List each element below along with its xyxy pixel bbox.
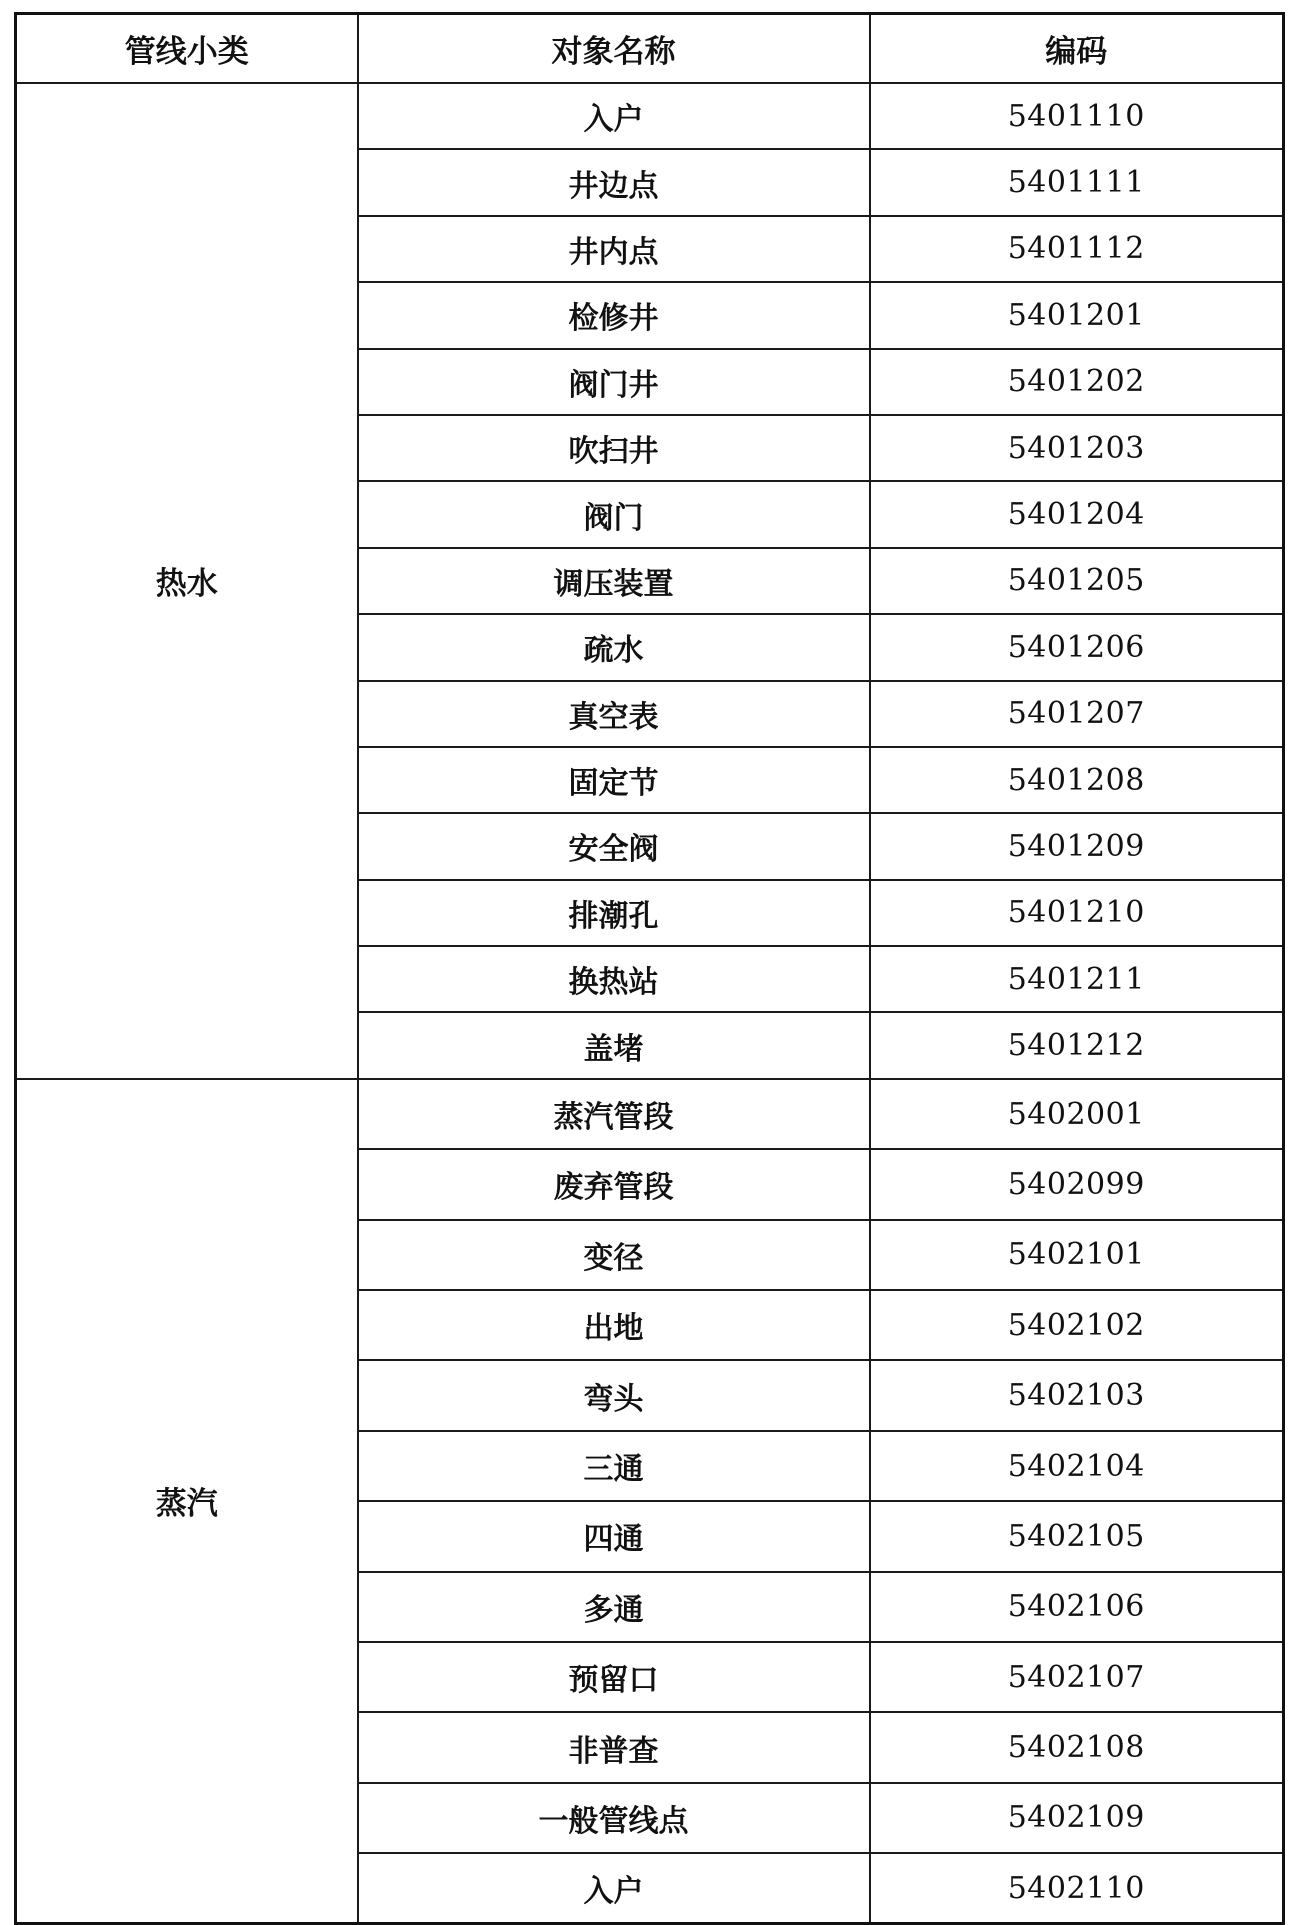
code-cell: 5402099 <box>870 1149 1284 1219</box>
header-row <box>16 14 1284 84</box>
object-name-cell: 吹扫井 <box>358 415 870 481</box>
code-cell: 5402001 <box>870 1079 1284 1149</box>
object-name-cell: 安全阀 <box>358 813 870 879</box>
code-cell: 5401204 <box>870 481 1284 547</box>
object-name-cell: 排潮孔 <box>358 880 870 946</box>
code-cell: 5401209 <box>870 813 1284 879</box>
header-category: 管线小类 <box>16 14 358 84</box>
code-cell: 5401203 <box>870 415 1284 481</box>
object-name-cell: 盖堵 <box>358 1012 870 1078</box>
header-code: 编码 <box>870 14 1284 84</box>
object-name-cell: 蒸汽管段 <box>358 1079 870 1149</box>
code-cell: 5401211 <box>870 946 1284 1012</box>
category-cell: 热水 <box>16 83 358 1079</box>
object-name-cell: 三通 <box>358 1431 870 1501</box>
object-name-cell: 井边点 <box>358 149 870 215</box>
code-cell: 5402102 <box>870 1290 1284 1360</box>
code-cell: 5401112 <box>870 216 1284 282</box>
object-name-cell: 真空表 <box>358 681 870 747</box>
object-name-cell: 疏水 <box>358 614 870 680</box>
code-cell: 5402110 <box>870 1853 1284 1923</box>
code-cell: 5401212 <box>870 1012 1284 1078</box>
pipeline-code-table <box>14 12 1285 1925</box>
code-cell: 5401205 <box>870 548 1284 614</box>
object-name-cell: 阀门井 <box>358 349 870 415</box>
object-name-cell: 多通 <box>358 1572 870 1642</box>
object-name-cell: 调压装置 <box>358 548 870 614</box>
header-object-name: 对象名称 <box>358 14 870 84</box>
object-name-cell: 井内点 <box>358 216 870 282</box>
code-cell: 5401208 <box>870 747 1284 813</box>
code-cell: 5402104 <box>870 1431 1284 1501</box>
category-group <box>16 83 1284 1079</box>
object-name-cell: 变径 <box>358 1220 870 1290</box>
table-row <box>16 1079 1284 1149</box>
code-cell: 5402101 <box>870 1220 1284 1290</box>
object-name-cell: 入户 <box>358 83 870 149</box>
object-name-cell: 弯头 <box>358 1360 870 1430</box>
object-name-cell: 一般管线点 <box>358 1783 870 1853</box>
object-name-cell: 阀门 <box>358 481 870 547</box>
object-name-cell: 非普查 <box>358 1712 870 1782</box>
object-name-cell: 废弃管段 <box>358 1149 870 1219</box>
code-cell: 5401210 <box>870 880 1284 946</box>
code-cell: 5401202 <box>870 349 1284 415</box>
object-name-cell: 四通 <box>358 1501 870 1571</box>
code-cell: 5401206 <box>870 614 1284 680</box>
code-cell: 5401110 <box>870 83 1284 149</box>
category-group <box>16 1079 1284 1924</box>
code-cell: 5402109 <box>870 1783 1284 1853</box>
code-cell: 5401111 <box>870 149 1284 215</box>
object-name-cell: 固定节 <box>358 747 870 813</box>
code-cell: 5401201 <box>870 282 1284 348</box>
code-cell: 5402105 <box>870 1501 1284 1571</box>
code-cell: 5402103 <box>870 1360 1284 1430</box>
table-row <box>16 83 1284 149</box>
category-cell: 蒸汽 <box>16 1079 358 1924</box>
code-cell: 5401207 <box>870 681 1284 747</box>
code-cell: 5402107 <box>870 1642 1284 1712</box>
object-name-cell: 出地 <box>358 1290 870 1360</box>
object-name-cell: 入户 <box>358 1853 870 1923</box>
code-cell: 5402108 <box>870 1712 1284 1782</box>
code-cell: 5402106 <box>870 1572 1284 1642</box>
object-name-cell: 预留口 <box>358 1642 870 1712</box>
object-name-cell: 检修井 <box>358 282 870 348</box>
object-name-cell: 换热站 <box>358 946 870 1012</box>
